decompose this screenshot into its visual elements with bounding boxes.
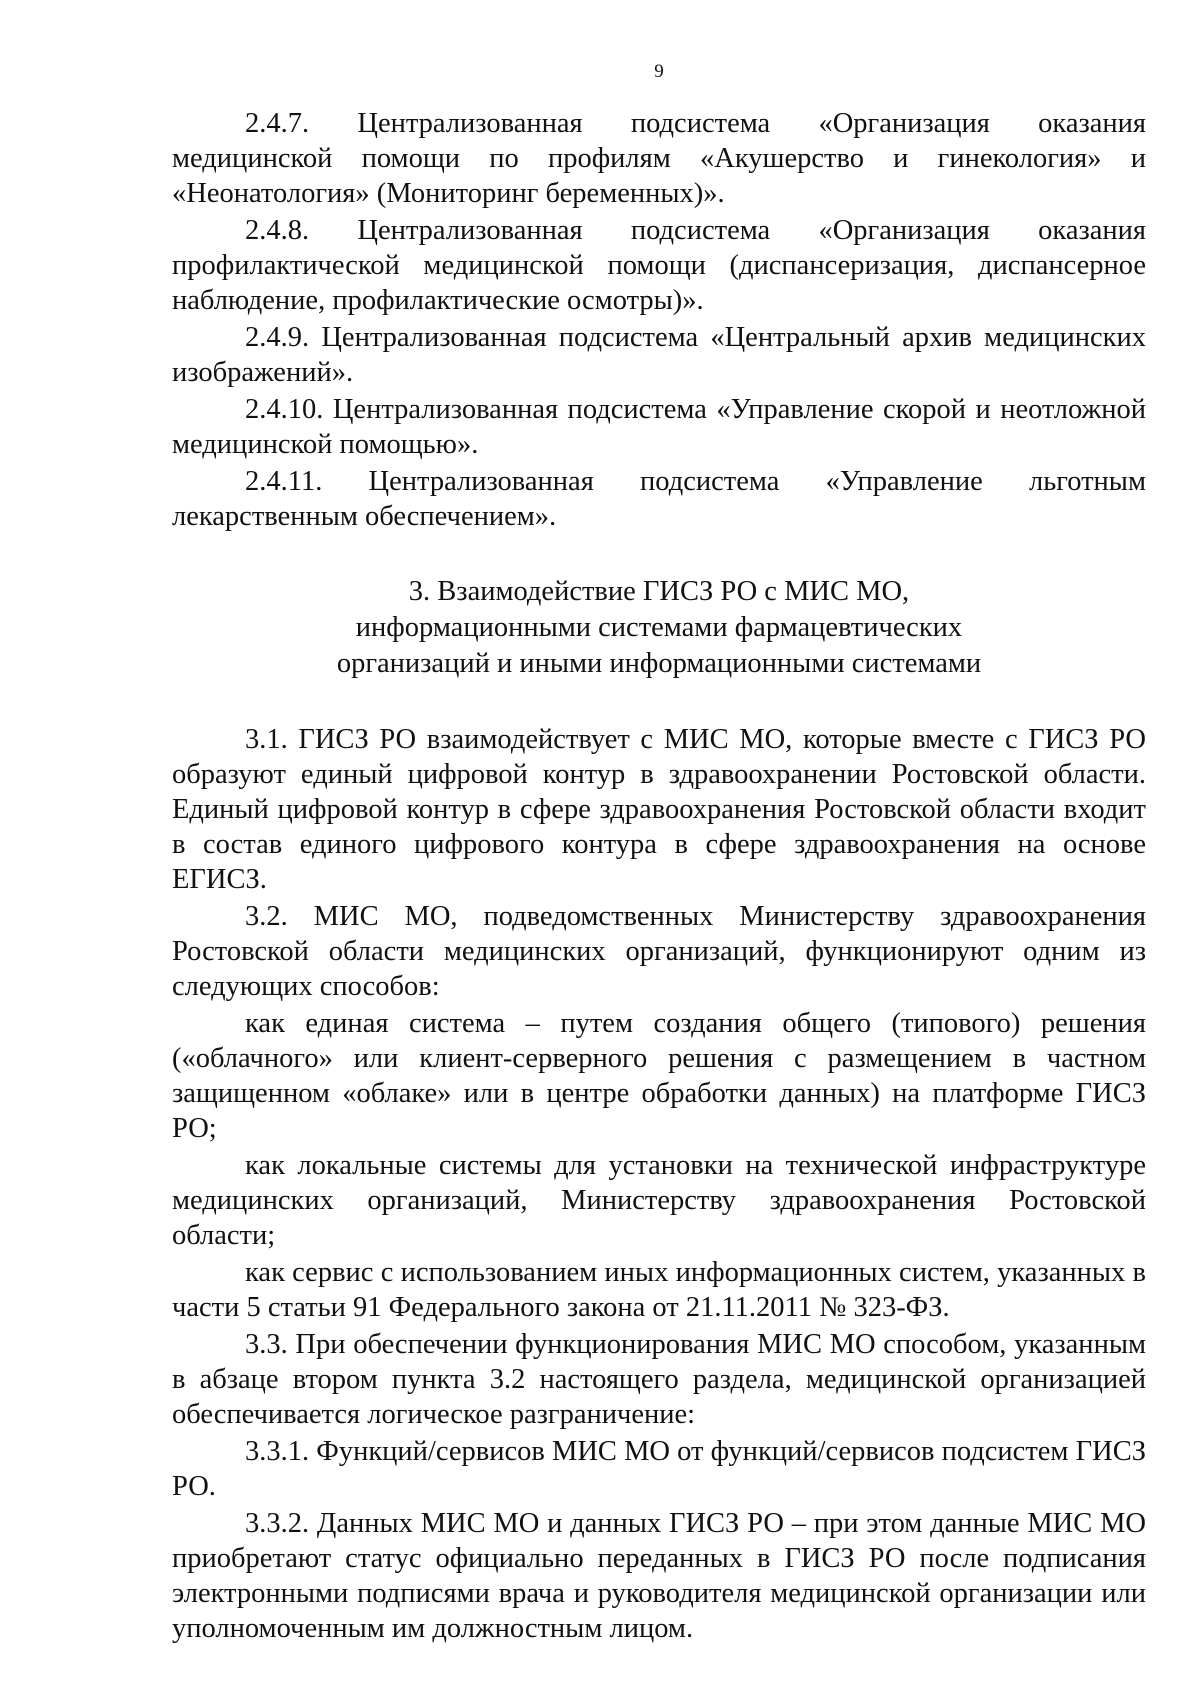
paragraph-2-4-8: 2.4.8. Централизованная подсистема «Организация оказания профилактической медицинской помощи (диспансеризация, диспансерное наблюдение, профилактические осмотры)». bbox=[172, 215, 1146, 316]
paragraph-3-3-1: 3.3.1. Функций/сервисов МИС МО от функций/сервисов подсистем ГИСЗ РО. bbox=[172, 1436, 1146, 1502]
list-item-single-system: как единая система – путем создания общего (типового) решения («облачного» или клиент-серверного решения с размещением в частном защищенном «облаке» или в центре обработки данных) на платформе ГИСЗ РО; bbox=[172, 1008, 1146, 1144]
paragraph-3-3: 3.3. При обеспечении функционирования МИС МО способом, указанным в абзаце втором пункта 3.2 настоящего раздела, медицинской организацией обеспечивается логическое разграничение: bbox=[172, 1329, 1146, 1430]
paragraph-3-1: 3.1. ГИСЗ РО взаимодействует с МИС МО, которые вместе с ГИСЗ РО образуют единый цифровой контур в здравоохранении Ростовской области. Единый цифровой контур в сфере здравоохранения Ростовской области входит в состав единого цифрового контура в сфере здравоохранения на основе ЕГИСЗ. bbox=[172, 724, 1146, 895]
paragraph-2-4-7: 2.4.7. Централизованная подсистема «Организация оказания медицинской помощи по профилям «Акушерство и гинекология» и «Неонатология» (Мониторинг беременных)». bbox=[172, 108, 1146, 209]
section-heading bbox=[172, 574, 1146, 682]
section-body bbox=[172, 722, 1146, 1646]
paragraph-3-3-2: 3.3.2. Данных МИС МО и данных ГИСЗ РО – при этом данные МИС МО приобретают статус официально переданных в ГИСЗ РО после подписания электронными подписями врача и руководителя медицинской организации или уполномоченным им должностным лицом. bbox=[172, 1508, 1146, 1644]
paragraph-2-4-10: 2.4.10. Централизованная подсистема «Управление скорой и неотложной медицинской помощью». bbox=[172, 394, 1146, 460]
document-page bbox=[172, 60, 1146, 1648]
section-heading-line: 3. Взаимодействие ГИСЗ РО с МИС МО, bbox=[408, 576, 910, 607]
paragraph-2-4-9: 2.4.9. Централизованная подсистема «Центральный архив медицинских изображений». bbox=[172, 322, 1146, 388]
paragraph-2-4-11: 2.4.11. Централизованная подсистема «Управление льготным лекарственным обеспечением». bbox=[172, 466, 1146, 532]
list-item-service: как сервис с использованием иных информационных систем, указанных в части 5 статьи 91 Федерального закона от 21.11.2011 № 323-ФЗ. bbox=[172, 1257, 1146, 1323]
paragraph-3-2: 3.2. МИС МО, подведомственных Министерству здравоохранения Ростовской области медицинских организаций, функционируют одним из следующих способов: bbox=[172, 901, 1146, 1002]
section-heading-line: организаций и иными информационными системами bbox=[336, 648, 982, 679]
section-heading-line: информационными системами фармацевтических bbox=[355, 612, 963, 643]
subsystem-list bbox=[172, 106, 1146, 534]
page-number: 9 bbox=[654, 61, 664, 82]
list-item-local-systems: как локальные системы для установки на технической инфраструктуре медицинских организаций, Министерству здравоохранения Ростовской области; bbox=[172, 1150, 1146, 1251]
